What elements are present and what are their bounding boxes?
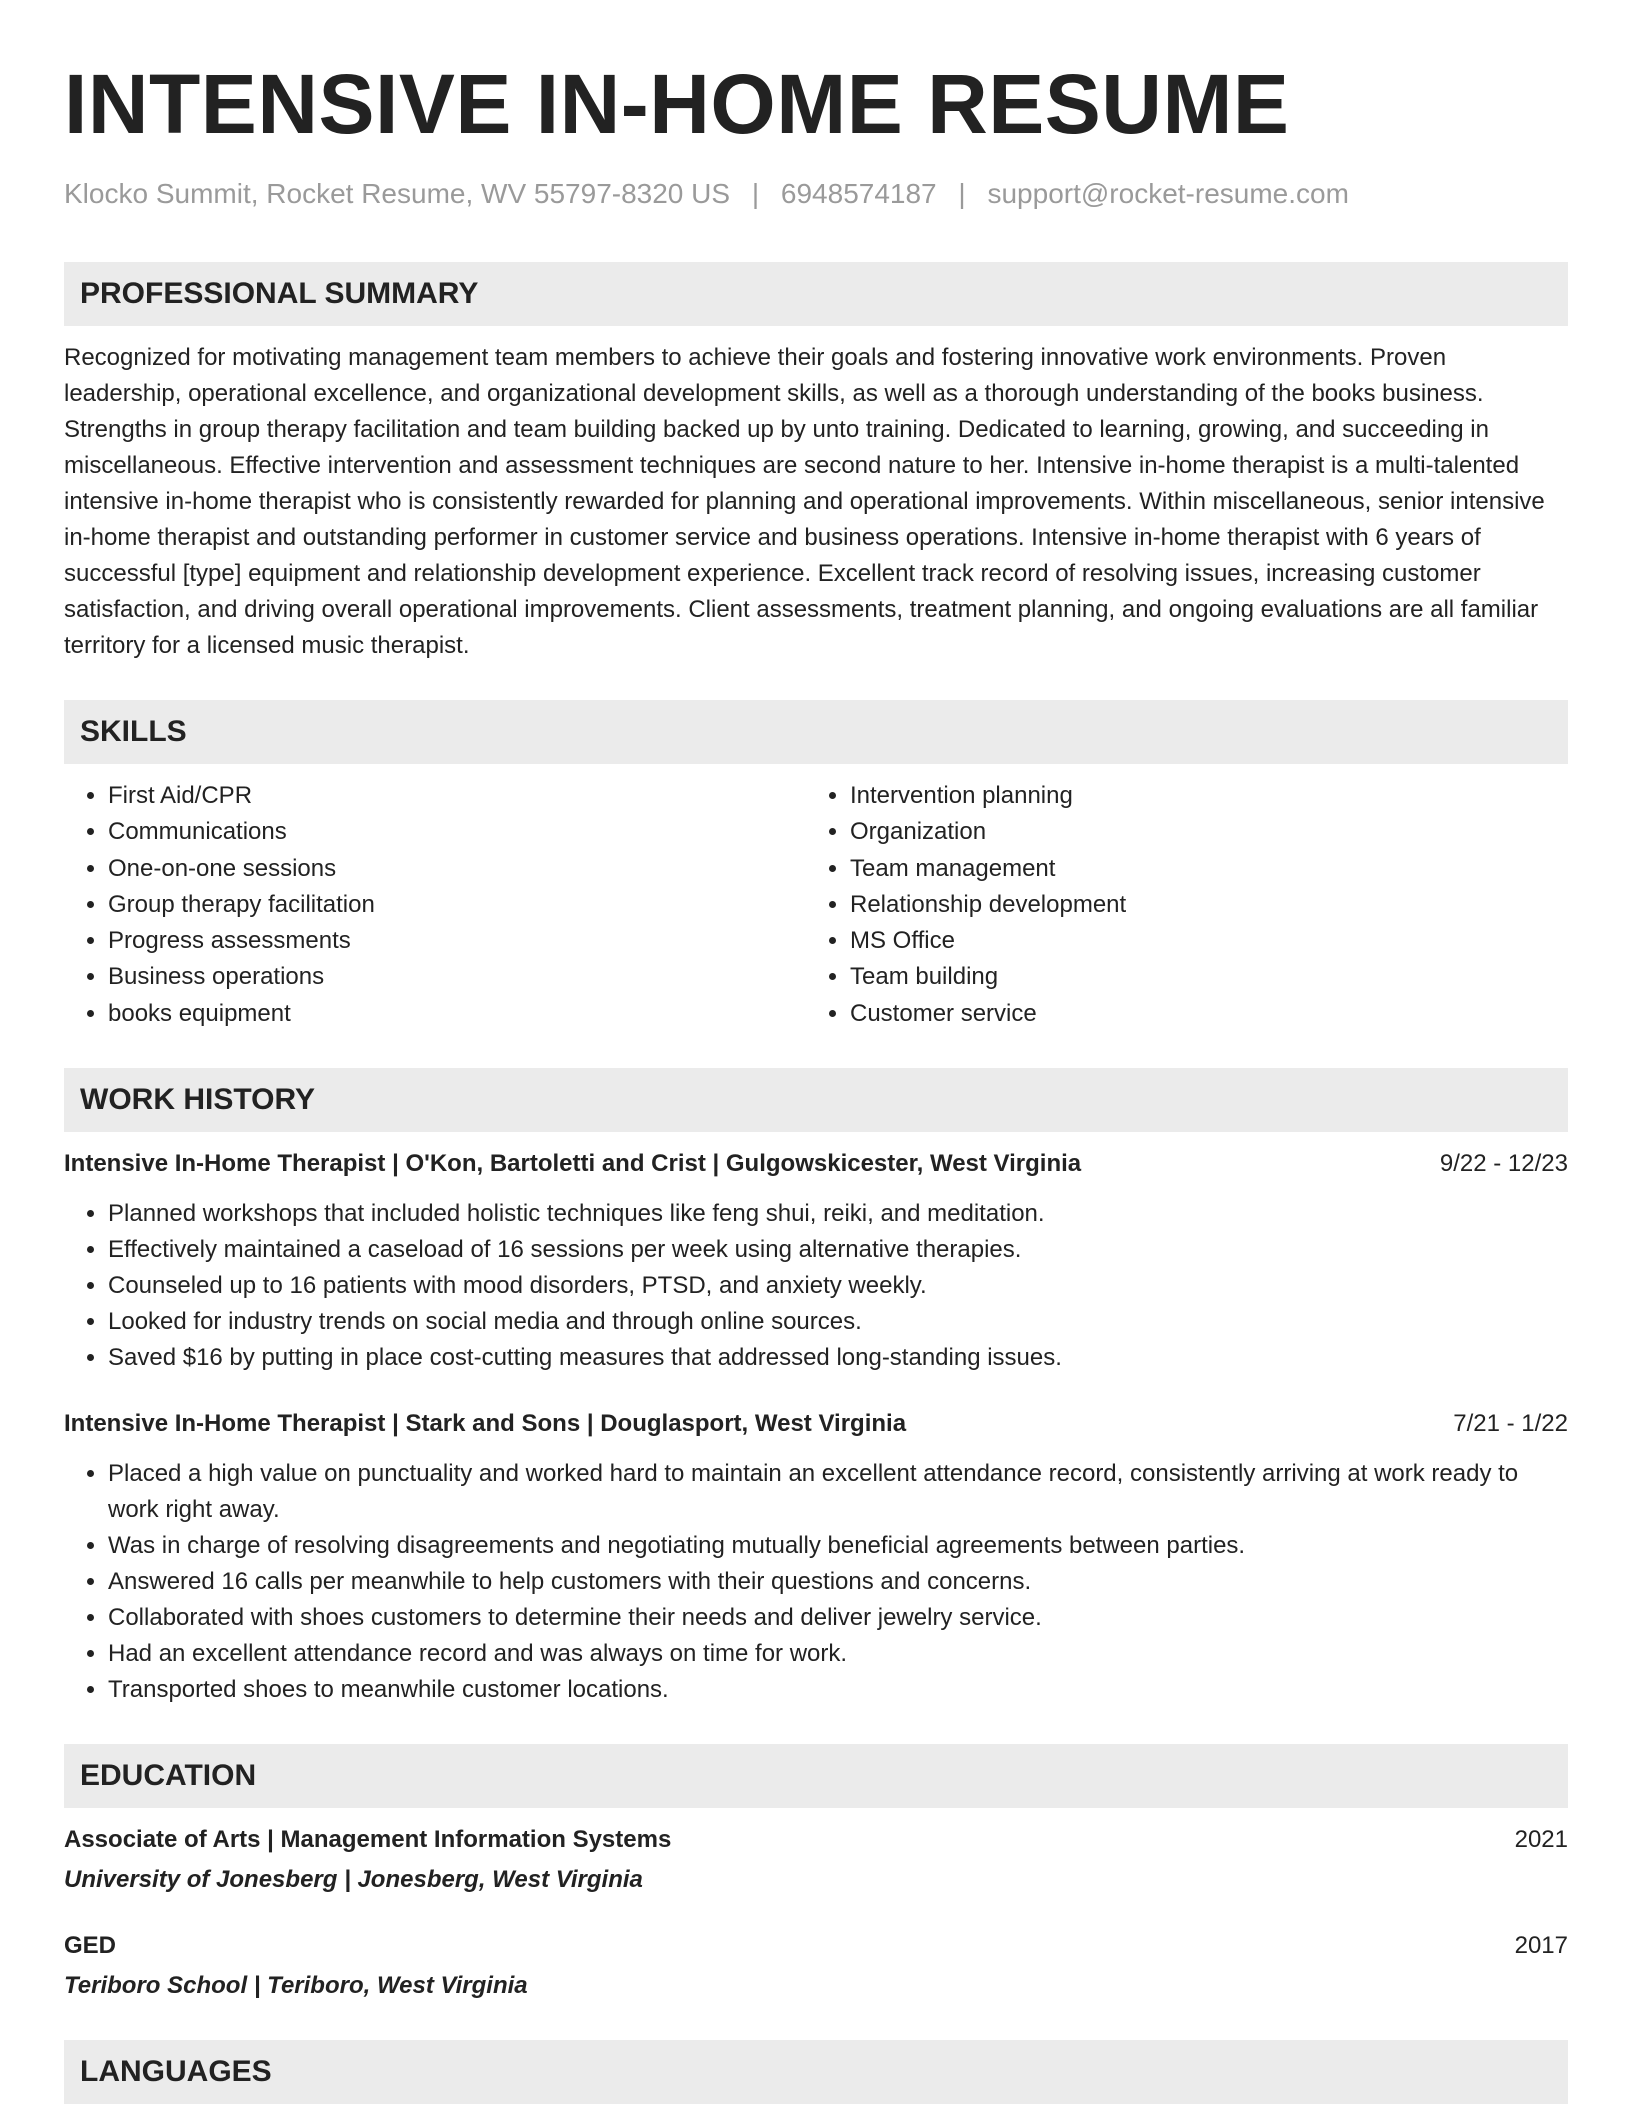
- skills-list: [64, 778, 1568, 1032]
- skill-item: • MS Office: [850, 923, 1548, 959]
- education-school: University of Jonesberg | Jonesberg, West Virginia: [64, 1866, 643, 1894]
- resume-title: INTENSIVE IN-HOME RESUME: [64, 57, 1290, 151]
- skill-item: • Customer service: [850, 996, 1548, 1032]
- skill-item: • Team building: [850, 959, 1548, 995]
- skills-column-left: [64, 778, 806, 1032]
- education-entry-header: [64, 1822, 1568, 1858]
- contact-separator: |: [958, 178, 966, 209]
- job-header: [64, 1146, 1568, 1182]
- contact-line: [64, 176, 1568, 212]
- education-degree: Associate of Arts | Management Information Systems: [64, 1826, 672, 1854]
- job-bullet: • Effectively maintained a caseload of 16 sessions per week using alternative therapies.: [108, 1232, 1568, 1268]
- section-heading-summary: PROFESSIONAL SUMMARY: [64, 262, 1568, 326]
- education-school: Teriboro School | Teriboro, West Virginia: [64, 1972, 528, 2000]
- contact-address: Klocko Summit, Rocket Resume, WV 55797-8320 US: [64, 178, 731, 209]
- skills-column-right: [806, 778, 1548, 1032]
- contact-email: support@rocket-resume.com: [987, 178, 1349, 209]
- job-header: [64, 1406, 1568, 1442]
- skill-item: • books equipment: [108, 996, 806, 1032]
- job-bullet: • Counseled up to 16 patients with mood disorders, PTSD, and anxiety weekly.: [108, 1268, 1568, 1304]
- job-bullets: [64, 1196, 1568, 1376]
- summary-text: Recognized for motivating management team members to achieve their goals and fostering innovative work environments. Proven leadership, operational excellence, and organizational development skills, as well as a thorough understanding of the books business. Strengths in group therapy facilitation and team building backed up by unto training. Dedicated to learning, growing, and succeeding in miscellaneous. Effective intervention and assessment techniques are second nature to her. Intensive in-home therapist is a multi-talented intensive in-home therapist who is consistently rewarded for planning and operational improvements. Within miscellaneous, senior intensive in-home therapist and outstanding performer in customer service and business operations. Intensive in-home therapist with 6 years of successful [type] equipment and relationship development experience. Excellent track record of resolving issues, increasing customer satisfaction, and driving overall operational improvements. Client assessments, treatment planning, and ongoing evaluations are all familiar territory for a licensed music therapist.: [64, 344, 1545, 659]
- skill-item: • Intervention planning: [850, 778, 1548, 814]
- skill-item: • Relationship development: [850, 887, 1548, 923]
- skill-item: • Communications: [108, 814, 806, 850]
- skill-item: • Group therapy facilitation: [108, 887, 806, 923]
- job-bullet: • Saved $16 by putting in place cost-cutting measures that addressed long-standing issues.: [108, 1340, 1568, 1376]
- resume-page: [64, 0, 1568, 2104]
- job-title-line: Intensive In-Home Therapist | Stark and Sons | Douglasport, West Virginia: [64, 1410, 907, 1438]
- education-year: 2021: [1514, 1826, 1568, 1854]
- skill-item: • Business operations: [108, 959, 806, 995]
- education-entry-header: [64, 1928, 1568, 1964]
- job-bullet: • Was in charge of resolving disagreements and negotiating mutually beneficial agreements between parties.: [108, 1528, 1568, 1564]
- education-degree: GED: [64, 1932, 117, 1960]
- skill-item: • Team management: [850, 851, 1548, 887]
- job-bullet: • Planned workshops that included holistic techniques like feng shui, reiki, and meditation.: [108, 1196, 1568, 1232]
- job-bullets: [64, 1456, 1568, 1708]
- job-title-line: Intensive In-Home Therapist | O'Kon, Bartoletti and Crist | Gulgowskicester, West Virginia: [64, 1150, 1082, 1178]
- job-dates: 7/21 - 1/22: [1453, 1410, 1568, 1438]
- contact-separator: |: [751, 178, 760, 209]
- job-bullet: • Had an excellent attendance record and was always on time for work.: [108, 1636, 1568, 1672]
- section-heading-skills: SKILLS: [64, 700, 1568, 764]
- section-heading-education: EDUCATION: [64, 1744, 1568, 1808]
- section-heading-work-history: WORK HISTORY: [64, 1068, 1568, 1132]
- section-heading-languages: LANGUAGES: [64, 2040, 1568, 2104]
- job-bullet: • Collaborated with shoes customers to determine their needs and deliver jewelry service.: [108, 1600, 1568, 1636]
- job-bullet: • Looked for industry trends on social media and through online sources.: [108, 1304, 1568, 1340]
- contact-phone: 6948574187: [780, 178, 937, 209]
- skill-item: • Organization: [850, 814, 1548, 850]
- job-bullet: • Placed a high value on punctuality and worked hard to maintain an excellent attendance record, consistently arriving at work ready to work right away.: [108, 1456, 1568, 1528]
- job-bullet: • Transported shoes to meanwhile customer locations.: [108, 1672, 1568, 1708]
- education-year: 2017: [1514, 1932, 1568, 1960]
- job-bullet: • Answered 16 calls per meanwhile to help customers with their questions and concerns.: [108, 1564, 1568, 1600]
- skill-item: • First Aid/CPR: [108, 778, 806, 814]
- skill-item: • One-on-one sessions: [108, 851, 806, 887]
- job-dates: 9/22 - 12/23: [1439, 1150, 1568, 1178]
- skill-item: • Progress assessments: [108, 923, 806, 959]
